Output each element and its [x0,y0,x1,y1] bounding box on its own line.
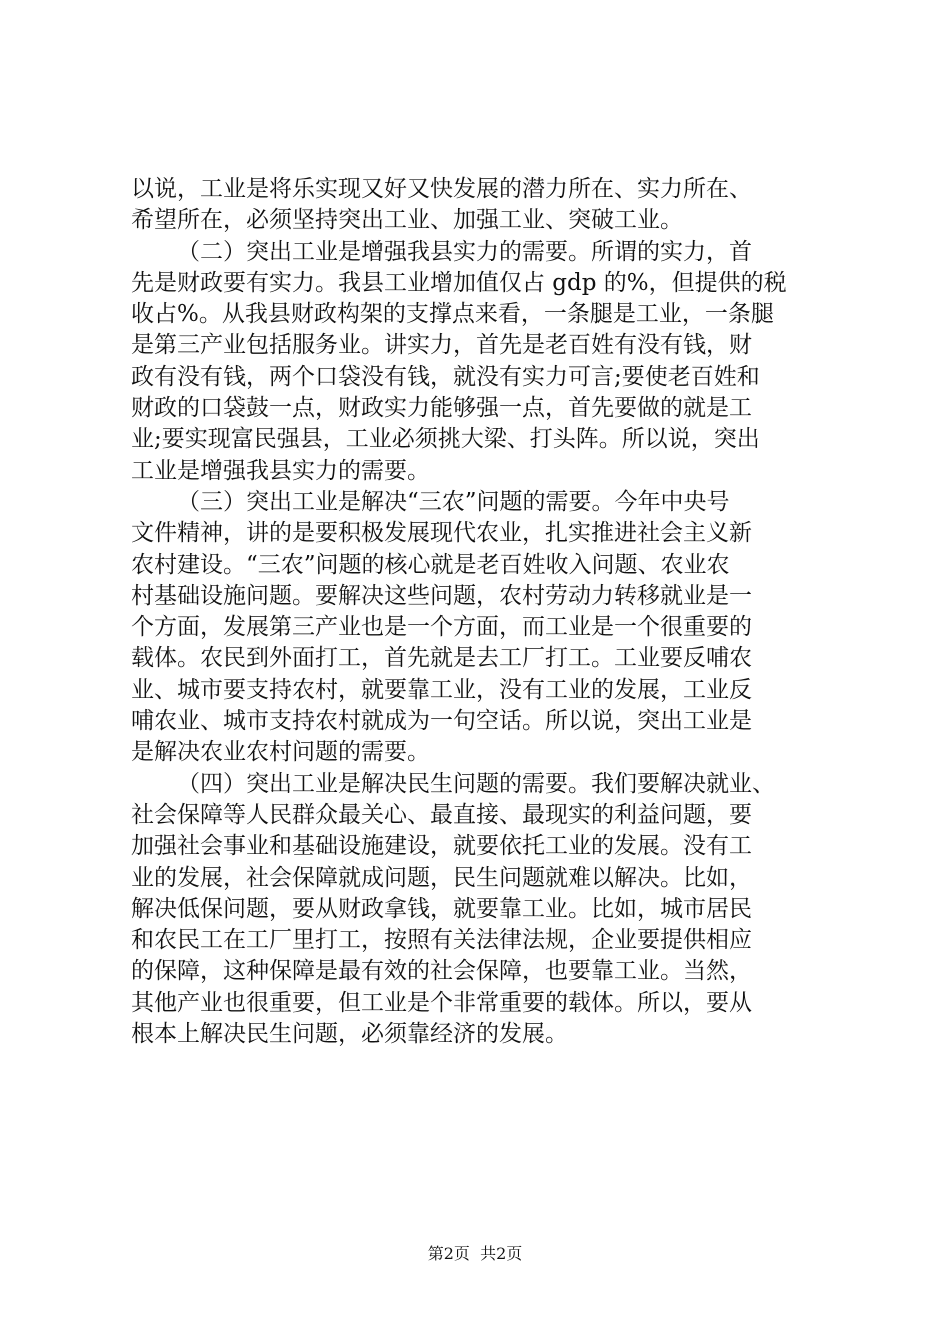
text-line: 个方面，发展第三产业也是一个方面，而工业是一个很重要的 [131,614,752,641]
page-footer [0,1242,950,1266]
footer-separator [470,1244,480,1263]
text-line: 根本上解决民生问题，必须靠经济的发展。 [131,1021,568,1048]
text-line: 以说，工业是将乐实现又好又快发展的潜力所在、实力所在、 [131,176,752,202]
paragraph-4 [131,769,821,1051]
text-line: 加强社会事业和基础设施建设，就要依托工业的发展。没有工 [131,833,752,860]
text-line: 希望所在，必须坚持突出工业、加强工业、突破工业。 [131,207,683,234]
text-line: （三）突出工业是解决“三农”问题的需要。今年中央号 [177,488,730,515]
text-line: 业;要实现富民强县，工业必须挑大梁、打头阵。所以说，突出 [131,426,760,453]
text-line: 业的发展，社会保障就成问题，民生问题就难以解决。比如， [131,864,752,891]
text-line: 业、城市要支持农村，就要靠工业，没有工业的发展，工业反 [131,676,752,703]
text-line: 是解决农业农村问题的需要。 [131,739,430,766]
page-total: 共2页 [480,1244,523,1263]
paragraph-1 [131,174,821,237]
text-line: 村基础设施问题。要解决这些问题，农村劳动力转移就业是一 [131,582,752,609]
text-line: 其他产业也很重要，但工业是个非常重要的载体。所以，要从 [131,989,752,1016]
text-line: 社会保障等人民群众最关心、最直接、最现实的利益问题，要 [131,801,752,828]
text-line: （四）突出工业是解决民生问题的需要。我们要解决就业、 [177,770,775,797]
text-line: 政有没有钱，两个口袋没有钱，就没有实力可言;要使老百姓和 [131,363,760,390]
text-line: 收占%。从我县财政构架的支撑点来看，一条腿是工业，一条腿 [131,301,774,328]
page-number: 第2页 [427,1244,470,1263]
text-line: 财政的口袋鼓一点，财政实力能够强一点，首先要做的就是工 [131,395,752,422]
text-line: 和农民工在工厂里打工，按照有关法律法规，企业要提供相应 [131,927,752,954]
text-line: 农村建设。“三农”问题的核心就是老百姓收入问题、农业农 [131,551,730,578]
text-line: 的保障，这种保障是最有效的社会保障，也要靠工业。当然， [131,958,752,985]
text-line: 工业是增强我县实力的需要。 [131,457,430,484]
text-line: 哺农业、城市支持农村就成为一句空话。所以说，突出工业是 [131,708,752,735]
text-line: 解决低保问题，要从财政拿钱，就要靠工业。比如，城市居民 [131,895,752,922]
text-line: 先是财政要有实力。我县工业增加值仅占 gdp 的%，但提供的税 [131,269,787,296]
text-line: 是第三产业包括服务业。讲实力，首先是老百姓有没有钱，财 [131,332,752,359]
document-body [131,174,821,1050]
text-line: 载体。农民到外面打工，首先就是去工厂打工。工业要反哺农 [131,645,752,672]
text-line: （二）突出工业是增强我县实力的需要。所谓的实力，首 [177,238,752,265]
text-line: 文件精神，讲的是要积极发展现代农业，扎实推进社会主义新 [131,520,752,547]
paragraph-2 [131,237,821,487]
paragraph-3 [131,487,821,769]
